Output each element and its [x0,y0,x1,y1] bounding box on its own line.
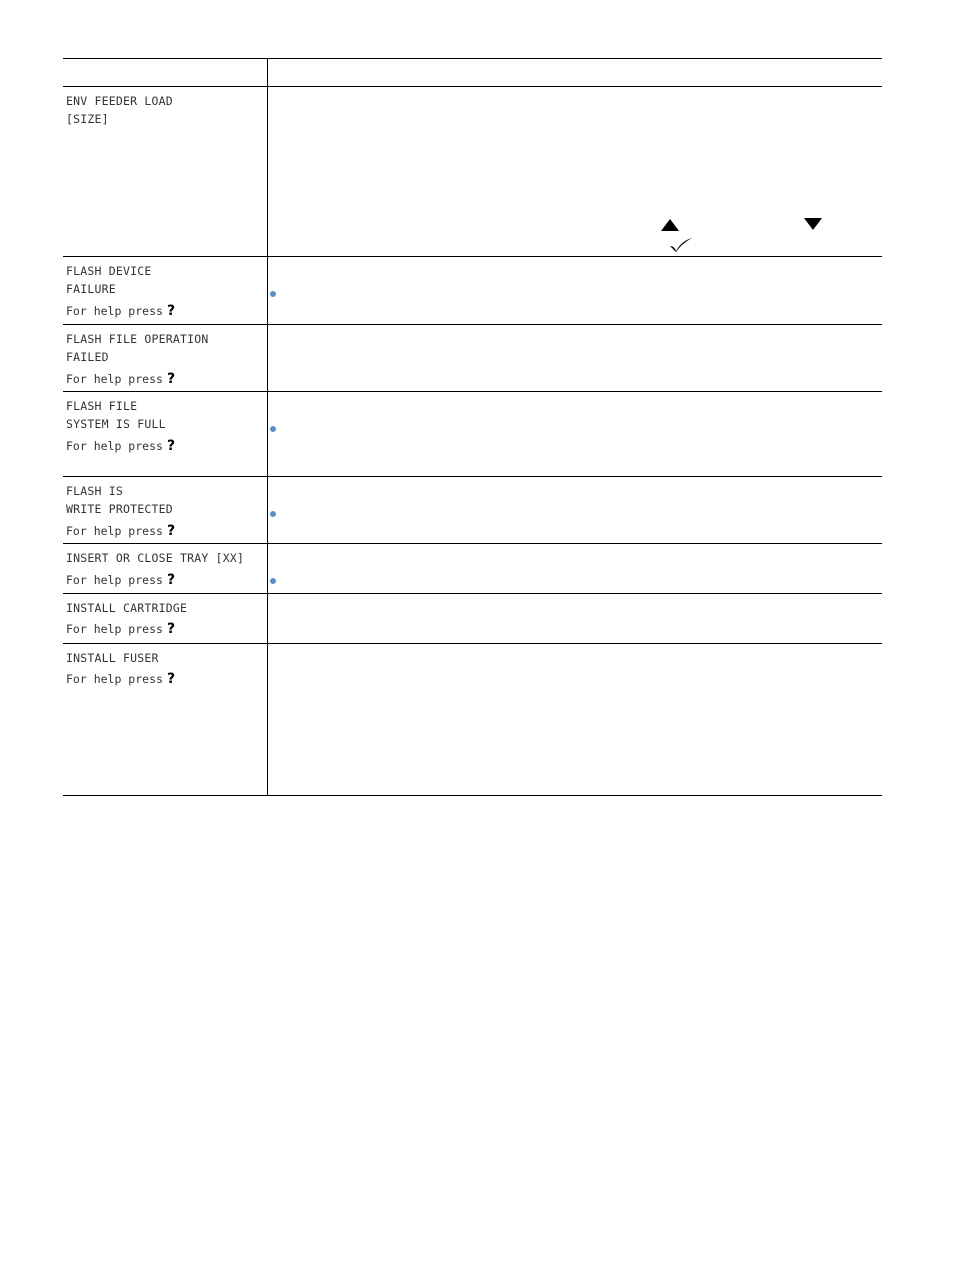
help-prompt: For help press ? [66,572,176,588]
bullet-icon [270,426,276,432]
control-panel-message: FLASH DEVICE FAILURE [66,264,152,296]
bullet-icon [270,578,276,584]
help-prompt: For help press ? [66,621,176,637]
help-prompt: For help press ? [66,438,176,454]
control-panel-message: INSERT OR CLOSE TRAY [XX] [66,551,245,565]
table-row [63,87,882,257]
help-question-icon: ? [166,371,176,387]
control-panel-message: FLASH IS WRITE PROTECTED [66,484,173,516]
control-panel-message: INSTALL CARTRIDGE [66,601,188,615]
help-prompt: For help press ? [66,523,176,539]
checkmark-icon [669,237,693,253]
help-question-icon: ? [166,523,176,539]
table-row [63,392,882,477]
help-question-icon: ? [166,303,176,319]
table-row [63,594,882,644]
help-question-icon: ? [166,572,176,588]
help-prompt: For help press ? [66,371,176,387]
control-panel-message: FLASH FILE SYSTEM IS FULL [66,399,166,431]
help-prompt: For help press ? [66,671,176,687]
control-panel-message: FLASH FILE OPERATION FAILED [66,332,209,364]
control-panel-message: ENV FEEDER LOAD [SIZE] [66,94,173,126]
table-row [63,644,882,796]
control-panel-message: INSTALL FUSER [66,651,159,665]
column-divider [267,58,268,796]
table-row [63,325,882,392]
bullet-icon [270,291,276,297]
bullet-icon [270,511,276,517]
table-row [63,544,882,594]
help-question-icon: ? [166,438,176,454]
table-header-row [63,58,882,87]
up-arrow-icon [661,219,679,231]
down-arrow-icon [804,218,822,230]
help-question-icon: ? [166,671,176,687]
table-row [63,477,882,544]
table-row [63,257,882,325]
help-question-icon: ? [166,621,176,637]
help-prompt: For help press ? [66,303,176,319]
